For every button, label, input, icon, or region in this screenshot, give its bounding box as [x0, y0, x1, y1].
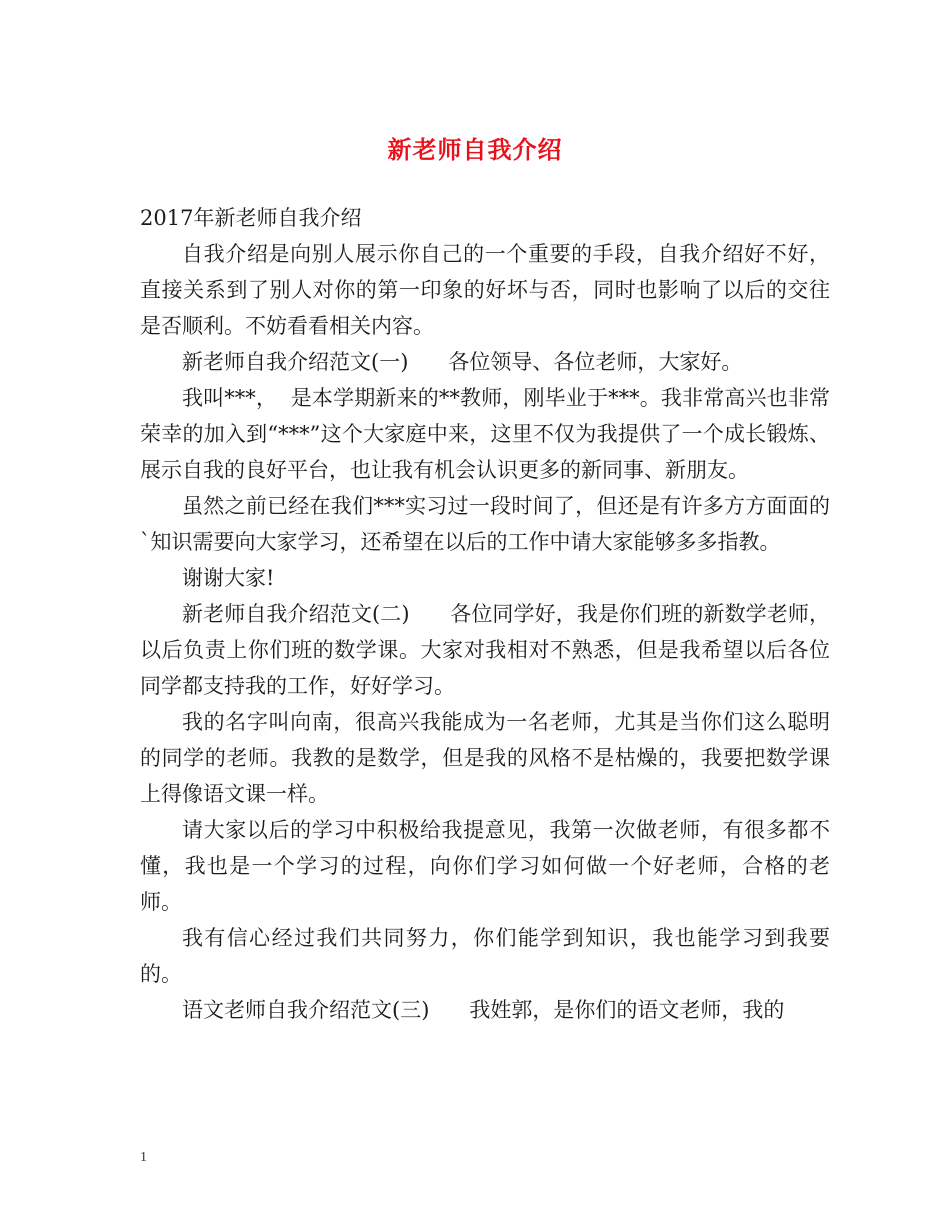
document-body [140, 200, 830, 1028]
paragraph: 语文老师自我介绍范文(三) 我姓郭，是你们的语文老师，我的 [182, 998, 785, 1022]
paragraph: 请大家以后的学习中积极给我提意见，我第一次做老师，有很多都不懂，我也是一个学习的过程，向你们学习如何做一个好老师，合格的老师。 [140, 818, 830, 914]
paragraph: 新老师自我介绍范文(二) 各位同学好，我是你们班的新数学老师，以后负责上你们班的数学课。大家对我相对不熟悉，但是我希望以后各位同学都支持我的工作，好好学习。 [140, 602, 830, 698]
paragraph: 新老师自我介绍范文(一) 各位领导、各位老师，大家好。 [182, 350, 743, 374]
paragraph: 我有信心经过我们共同努力，你们能学到知识，我也能学习到我要的。 [140, 926, 830, 986]
document-subtitle: 2017年新老师自我介绍 [140, 206, 362, 230]
paragraph: 谢谢大家! [182, 566, 275, 590]
paragraph: 自我介绍是向别人展示你自己的一个重要的手段，自我介绍好不好，直接关系到了别人对你的第一印象的好坏与否，同时也影响了以后的交往是否顺利。不妨看看相关内容。 [140, 242, 830, 338]
paragraph: 虽然之前已经在我们***实习过一段时间了，但还是有许多方方面面的`知识需要向大家学习，还希望在以后的工作中请大家能够多多指教。 [140, 494, 830, 554]
paragraph: 我的名字叫向南，很高兴我能成为一名老师，尤其是当你们这么聪明的同学的老师。我教的是数学，但是我的风格不是枯燥的，我要把数学课上得像语文课一样。 [140, 710, 830, 806]
page-number: 1 [140, 1150, 147, 1165]
paragraph: 我叫***， 是本学期新来的**教师，刚毕业于***。我非常高兴也非常荣幸的加入到“***”这个大家庭中来，这里不仅为我提供了一个成长锻炼、展示自我的良好平台，也让我有机会认识更多的新同事、新朋友。 [140, 386, 830, 482]
document-title: 新老师自我介绍 [387, 135, 563, 164]
